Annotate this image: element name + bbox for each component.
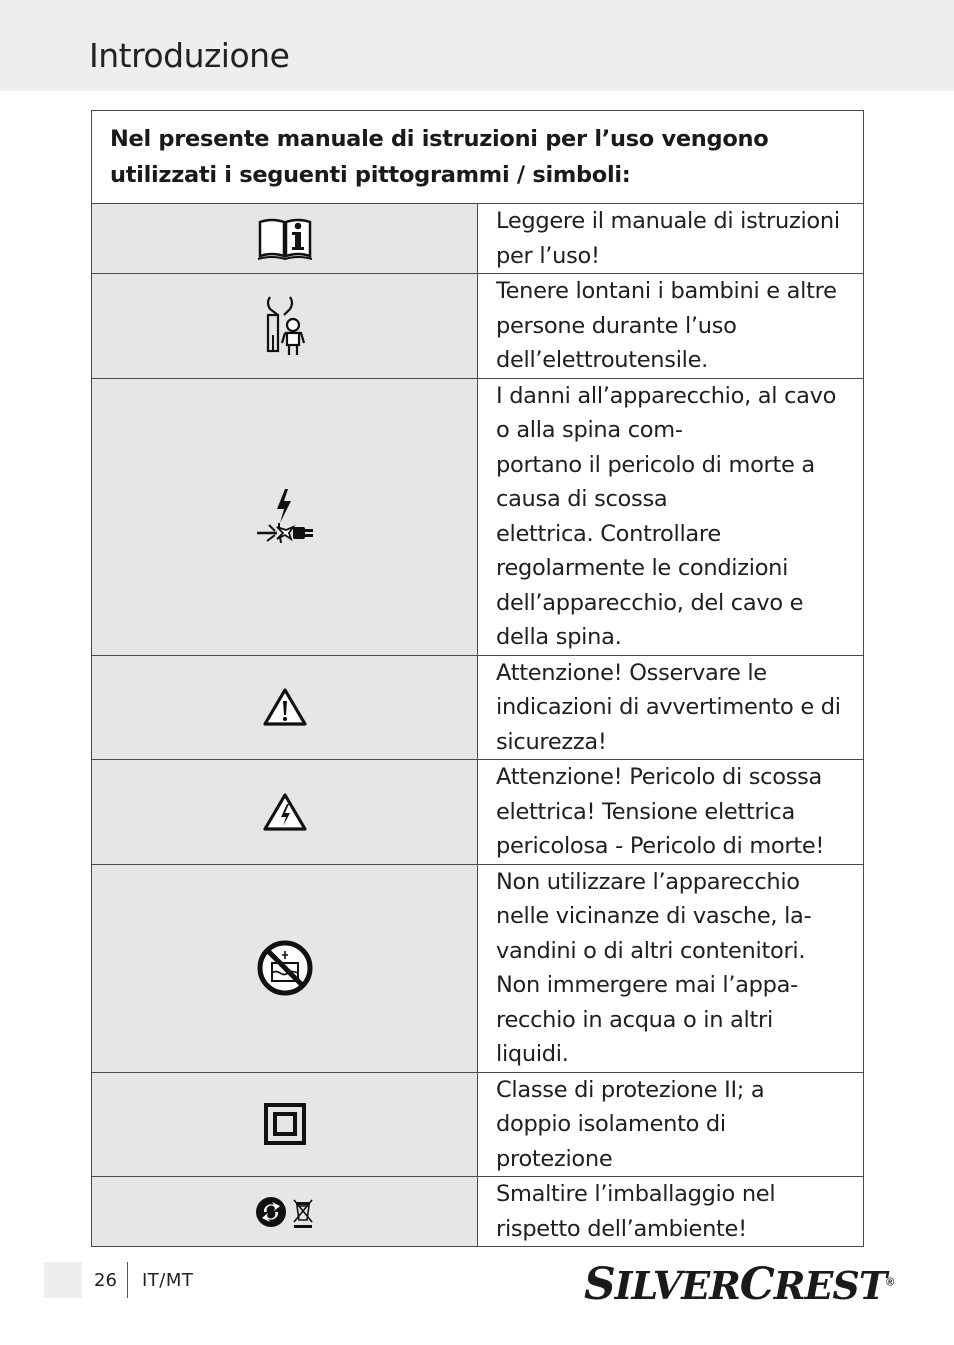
description-line: I danni all’apparecchio, al cavo o alla spina com-: [496, 382, 837, 443]
description-line: vandini o di altri contenitori. Non immergere mai l’appa-: [496, 937, 806, 998]
symbol-description: [478, 378, 864, 655]
symbol-row: [92, 1072, 864, 1177]
damaged-plug-shock-icon: [255, 487, 315, 547]
symbol-table: [91, 110, 864, 1247]
symbol-description: [478, 1072, 864, 1177]
description-line: Tenere lontani i bambini e altre persone durante l’uso: [496, 278, 837, 339]
symbol-row: [92, 655, 864, 760]
symbol-row: [92, 274, 864, 379]
description-line: elettrica. Controllare regolarmente le condizioni: [496, 520, 789, 581]
footer-tab-box: [44, 1262, 82, 1298]
warning-triangle-icon: [262, 687, 308, 727]
description-line: dell’apparecchio, del cavo e della spina.: [496, 589, 804, 650]
recycling-disposal-icon: [254, 1194, 316, 1230]
page-number: 26: [94, 1270, 117, 1291]
symbol-description: [478, 204, 864, 274]
table-heading-line: Nel presente manuale di istruzioni per l’uso vengono: [110, 126, 769, 152]
icon-cell: [92, 204, 478, 274]
description-line: portano il pericolo di morte a causa di scossa: [496, 451, 815, 512]
icon-cell: [92, 1177, 478, 1247]
page-title: Introduzione: [89, 36, 290, 75]
keep-children-away-icon: [260, 295, 310, 357]
brand-logo: SILVERCREST®: [584, 1259, 894, 1310]
language-code: IT/MT: [142, 1270, 194, 1291]
description-line: Smaltire l’imballaggio nel rispetto dell’ambiente!: [496, 1181, 776, 1242]
symbol-row: [92, 1177, 864, 1247]
protection-class-ii-icon: [263, 1102, 307, 1146]
symbol-row: [92, 760, 864, 865]
icon-cell: [92, 378, 478, 655]
icon-cell: [92, 655, 478, 760]
description-line: dell’elettroutensile.: [496, 347, 708, 373]
symbol-description: [478, 655, 864, 760]
description-line: Attenzione! Pericolo di scossa elettrica! Tensione elettrica: [496, 764, 823, 825]
description-line: pericolosa - Pericolo di morte!: [496, 833, 825, 859]
description-line: sicurezza!: [496, 728, 607, 755]
table-heading-line: utilizzati i seguenti pittogrammi / simboli:: [110, 162, 631, 188]
symbol-row: [92, 864, 864, 1072]
symbol-row: [92, 204, 864, 274]
symbol-description: [478, 864, 864, 1072]
read-manual-icon: [256, 216, 314, 262]
no-water-icon: [256, 939, 314, 997]
table-heading: [92, 111, 864, 204]
icon-cell: [92, 760, 478, 865]
icon-cell: [92, 864, 478, 1072]
description-line: Attenzione! Osservare le indicazioni di avvertimento e di: [496, 659, 841, 720]
symbol-description: [478, 760, 864, 865]
description-line: Leggere il manuale di istruzioni per l’uso!: [496, 208, 840, 269]
description-line: recchio in acqua o in altri liquidi.: [496, 1006, 773, 1067]
footer-divider: [127, 1262, 128, 1298]
description-line: Non utilizzare l’apparecchio nelle vicinanze di vasche, la-: [496, 868, 812, 929]
electric-shock-triangle-icon: [262, 792, 308, 832]
symbol-row: [92, 378, 864, 655]
icon-cell: [92, 1072, 478, 1177]
symbol-description: [478, 274, 864, 379]
symbol-description: [478, 1177, 864, 1247]
description-line: Classe di protezione II; a doppio isolamento di protezione: [496, 1076, 765, 1172]
icon-cell: [92, 274, 478, 379]
table-heading-row: [92, 111, 864, 204]
